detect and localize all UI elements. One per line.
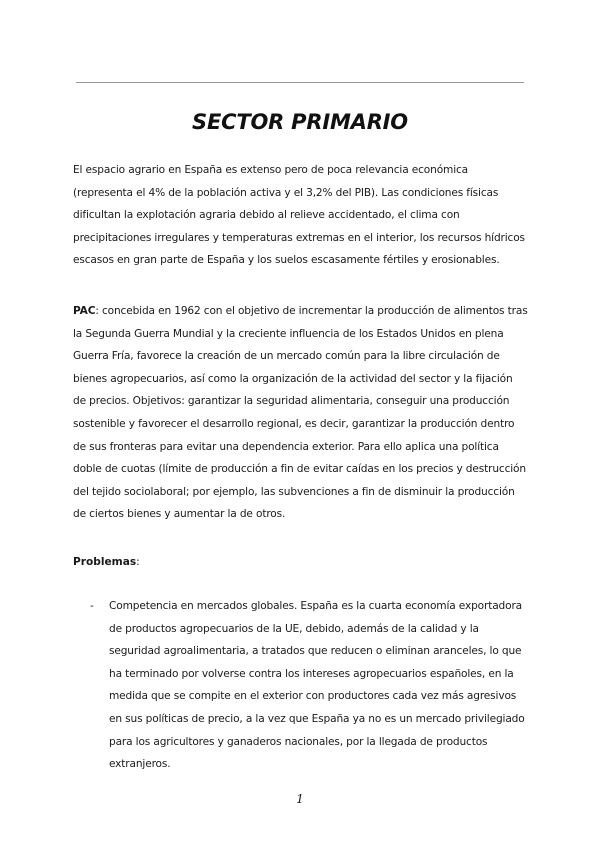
problemas-list: [90, 595, 530, 776]
problemas-label: Problemas: [73, 556, 137, 568]
page-number: 1: [296, 792, 304, 806]
problemas-suffix: :: [136, 556, 140, 568]
pac-paragraph: [73, 300, 528, 526]
problemas-heading: [73, 551, 140, 573]
list-item: [90, 595, 530, 776]
intro-paragraph: El espacio agrario en España es extenso pero de poca relevancia económica (representa el 4% de la población activa y el 3,2% del PIB). Las condiciones físicas dificultan la explotación agraria debido al relieve accidentado, el clima con precipitaciones irregulares y temperaturas extremas en el interior, los recursos hídricos escasos en gran parte de España y los suelos escasamente fértiles y erosionables.: [73, 164, 525, 267]
list-bullet: -: [90, 600, 94, 612]
page-title: SECTOR PRIMARIO: [192, 110, 408, 134]
pac-text: : concebida en 1962 con el objetivo de incrementar la producción de alimentos tras la Segunda Guerra Mundial y la creciente influencia de los Estados Unidos en plena Guerra Fría, favorece la creación de un mercado común para la libre circulación de bienes agropecuarios, así como la organización de la actividad del sector y la fijación de precios. Objetivos: garantizar la seguridad alimentaria, conseguir una producción sostenible y favorecer el desarrollo regional, es decir, garantizar la producción dentro de sus fronteras para evitar una dependencia exterior. Para ello aplica una política doble de cuotas (límite de producción a fin de evitar caídas en los precios y destrucción del tejido sociolaboral; por ejemplo, las subvenciones a fin de disminuir la producción de ciertos bienes y aumentar la de otros.: [73, 305, 528, 521]
list-item-text: Competencia en mercados globales. España es la cuarta economía exportadora de productos agropecuarios de la UE, debido, además de la calidad y la seguridad agroalimentaria, a tratados que reducen o eliminan aranceles, lo que ha terminado por volverse contra los intereses agropecuarios españoles, en la medida que se compite en el exterior con productores cada vez más agresivos en sus políticas de precio, a la vez que España ya no es un mercado privilegiado para los agricultores y ganaderos nacionales, por la llegada de productos extranjeros.: [109, 600, 525, 771]
pac-label: PAC: [73, 305, 96, 317]
header-rule: [76, 82, 524, 83]
